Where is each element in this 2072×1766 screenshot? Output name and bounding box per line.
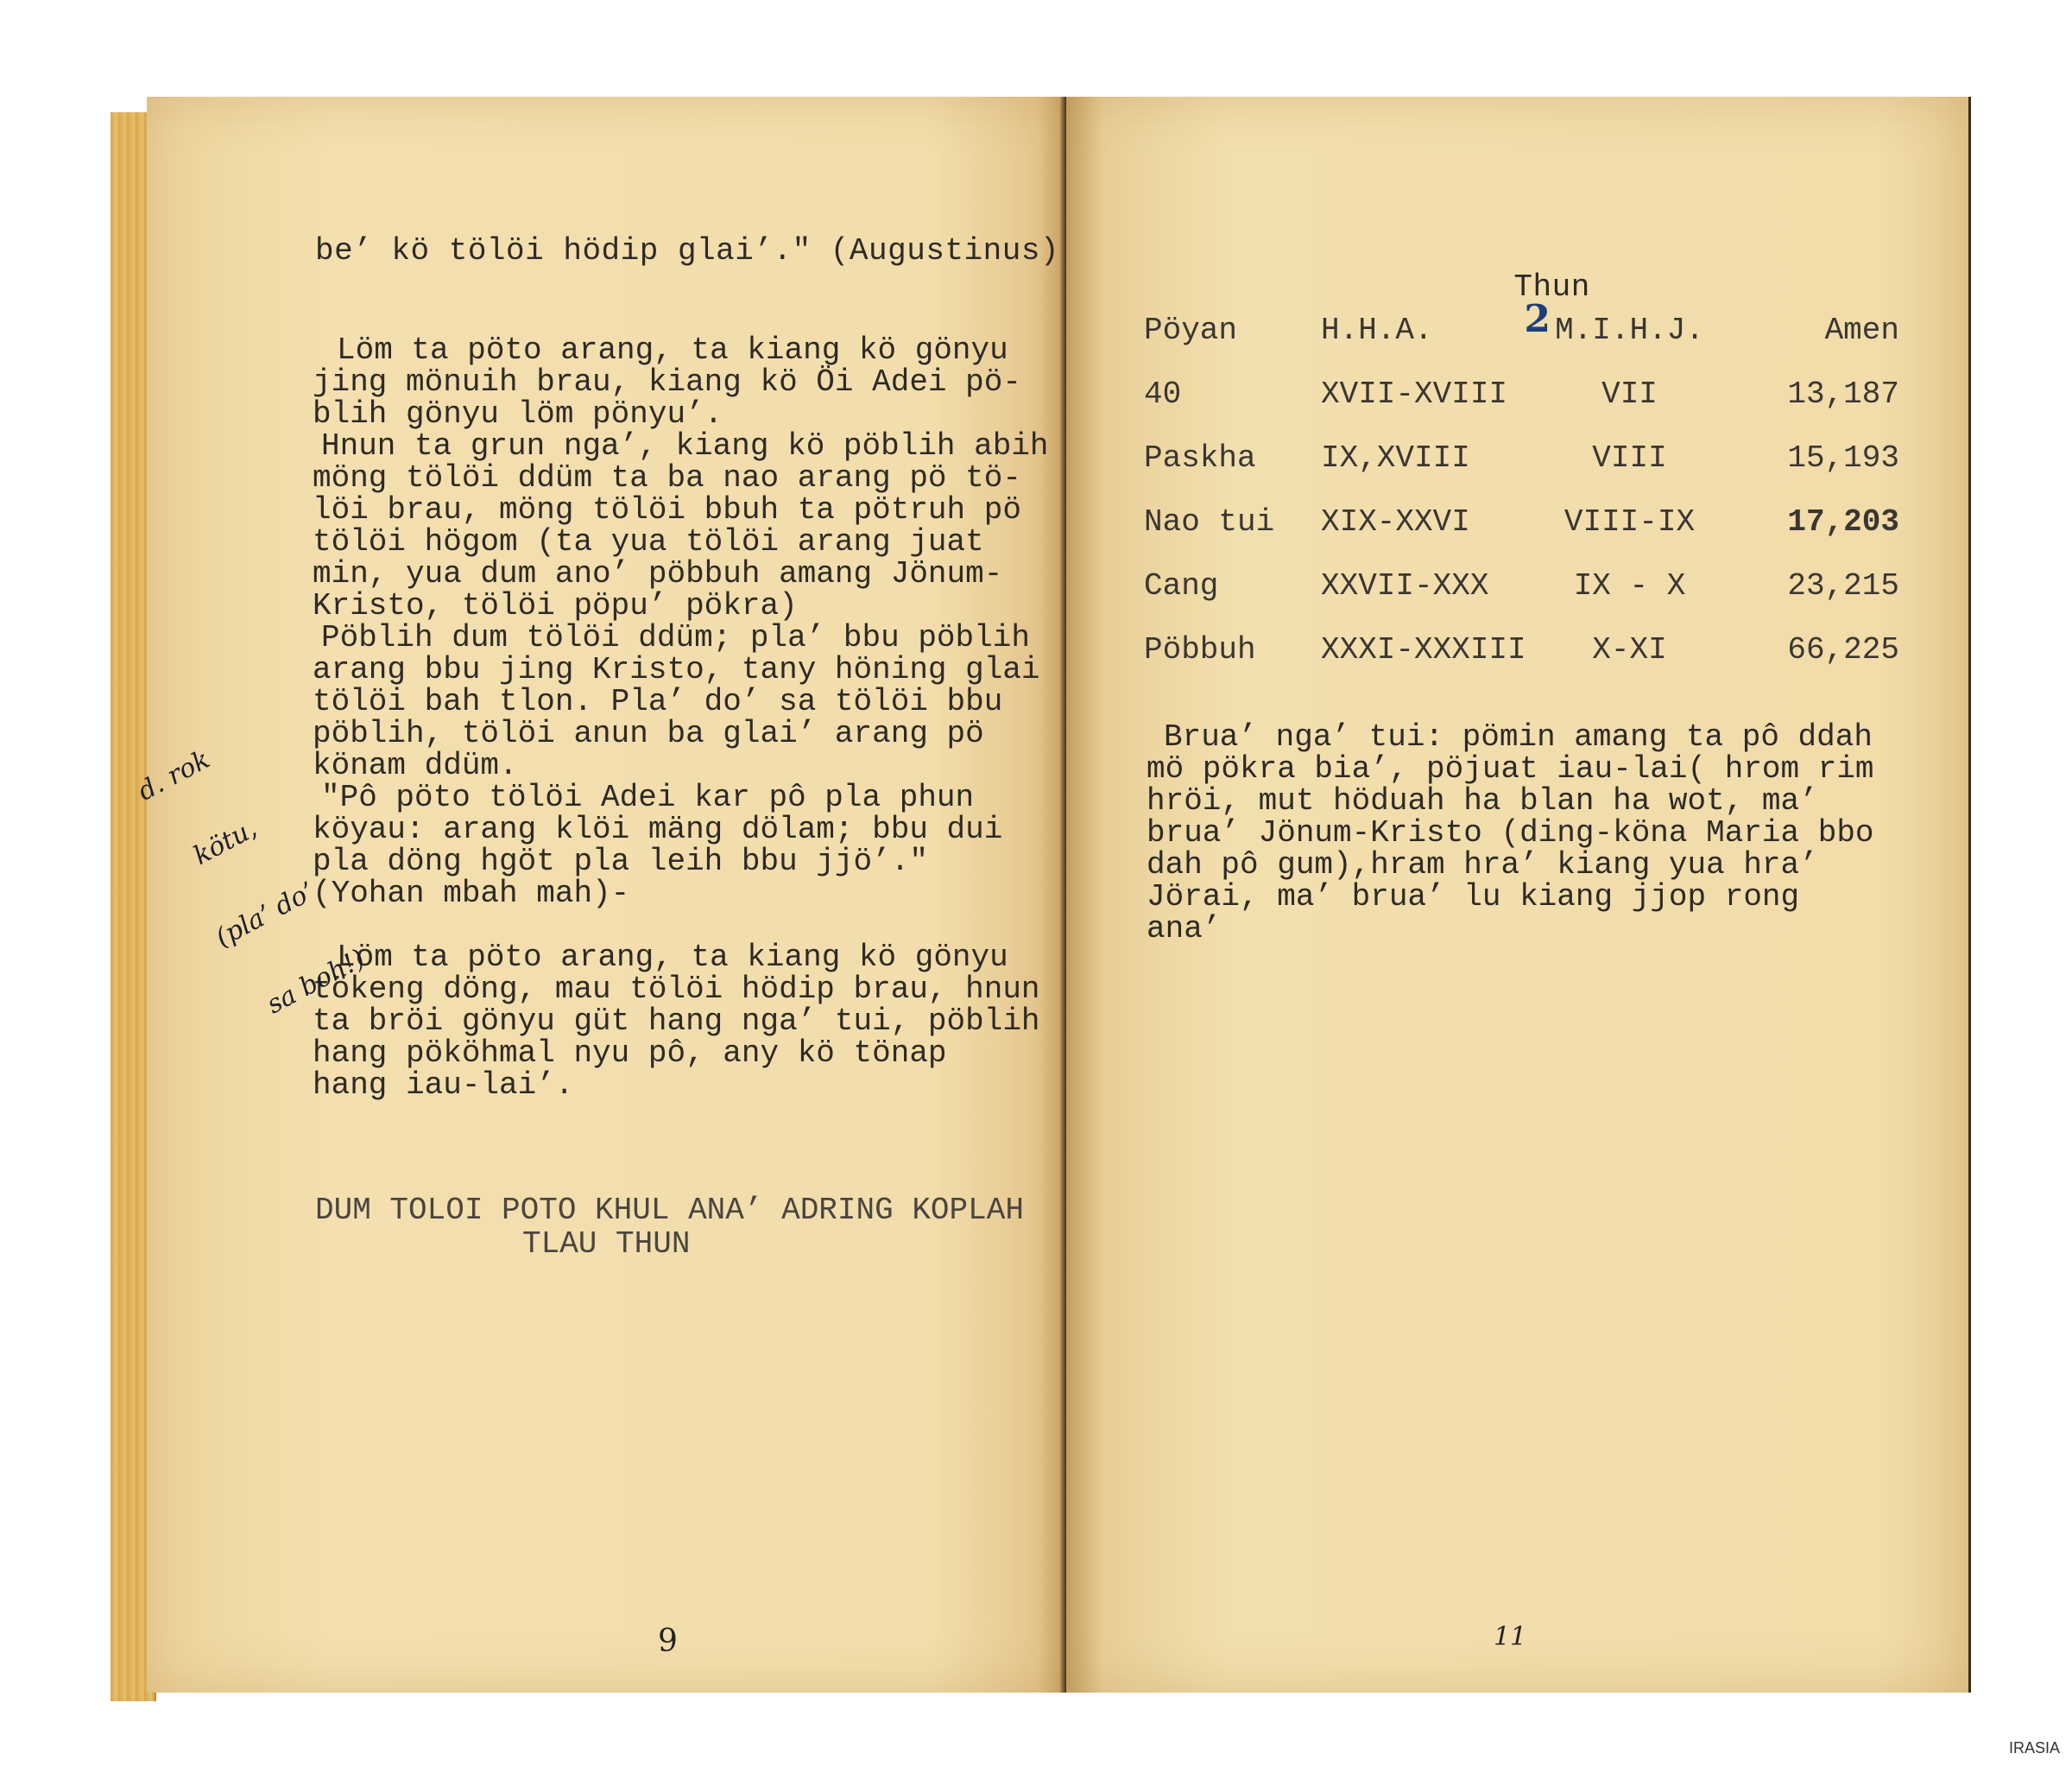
table-cell: XIX-XXVI <box>1321 503 1470 540</box>
table-cell: 23,215 <box>1787 567 1899 604</box>
table-cell-corrected: 17,203 <box>1787 503 1899 540</box>
header-cell: Amen <box>1824 312 1899 348</box>
text-line: jing mönuih brau, kiang kö Öi Adei pö- <box>313 364 1021 400</box>
text-line: "Pô pöto tölöi Adei kar pô pla phun <box>321 780 975 815</box>
text-line: könam ddüm. <box>313 748 518 783</box>
text-line: ta bröi gönyu güt hang nga’ tui, pöblih <box>313 1003 1040 1039</box>
title-number-handwritten: 2 <box>1524 297 1551 341</box>
text-line: Brua’ nga’ tui: pömin amang ta pô ddah <box>1164 719 1873 755</box>
header-cell: M.I.H.J. <box>1555 312 1704 348</box>
table-cell: Cang <box>1144 567 1219 604</box>
text-line: tökeng döng, mau tölöi hödip brau, hnun <box>313 972 1040 1007</box>
text-line: tölöi bah tlon. Pla’ do’ sa tölöi bbu <box>313 684 1003 719</box>
text-line: (Yohan mbah mah)- <box>313 876 630 911</box>
watermark: IRASIA <box>2008 1739 2060 1757</box>
heading-line: DUM TOLOI POTO KHUL ANA’ ADRING KOPLAH <box>315 1193 1024 1228</box>
table-cell: Nao tui <box>1144 503 1275 540</box>
table-row <box>1144 490 1899 554</box>
opening-line: be’ kö tölöi hödip glai’." (Augustinus) <box>315 233 1060 269</box>
text-line: hröi, mut höduah ha blan ha wot, ma’ <box>1147 783 1818 819</box>
page-number-left: 9 <box>658 1624 678 1659</box>
table-cell: X-XI <box>1592 631 1667 668</box>
table-row <box>1144 426 1899 490</box>
text-line: arang bbu jing Kristo, tany höning glai <box>313 652 1040 687</box>
table-header-row <box>1144 298 1899 362</box>
header-cell: H.H.A. <box>1321 312 1433 348</box>
text-line: möng tölöi ddüm ta ba nao arang pö tö- <box>313 460 1021 496</box>
table-cell: Pöbbuh <box>1144 631 1256 668</box>
text-line: min, yua dum ano’ pöbbuh amang Jönum- <box>313 556 1003 592</box>
note-line: d. rok <box>133 744 215 807</box>
title-text: Thun <box>1513 269 1590 305</box>
table-cell: VII <box>1601 376 1658 412</box>
table-cell: XXVII-XXX <box>1321 567 1489 604</box>
note-line: kötu, <box>188 813 262 871</box>
table-cell: 15,193 <box>1787 440 1899 476</box>
text-line: Jörai, ma’ brua’ lu kiang jjop rong <box>1147 879 1800 915</box>
table-cell: IX - X <box>1573 567 1686 604</box>
text-line: mö pökra bia’, pöjuat iau-lai( hrom rim <box>1147 751 1874 787</box>
text-line: dah pô gum),hram hra’ kiang yua hra’ <box>1147 847 1818 883</box>
text-line: pöblih, tölöi anun ba glai’ arang pö <box>313 716 984 751</box>
text-line: tölöi högom (ta yua tölöi arang juat <box>313 524 984 560</box>
table-cell: 13,187 <box>1787 376 1899 412</box>
page-number-right: 11 <box>1494 1622 1527 1652</box>
table-cell: Paskha <box>1144 440 1256 476</box>
note-line: sa boh!) <box>262 943 370 1021</box>
text-line: blih gönyu löm pönyu’. <box>313 396 723 432</box>
table-cell: VIII-IX <box>1563 503 1696 540</box>
header-cell: Pöyan <box>1144 312 1238 348</box>
text-line: Hnun ta grun nga’, kiang kö pöblih abih <box>321 428 1049 464</box>
note-line: (pla’ do’ <box>211 876 320 954</box>
text-line: Löm ta pöto arang, ta kiang kö gönyu <box>337 940 1008 975</box>
text-line: brua’ Jönum-Kristo (ding-köna Maria bbo <box>1147 815 1874 851</box>
table-cell: 40 <box>1144 376 1182 412</box>
table-cell: VIII <box>1592 440 1667 476</box>
heading-line: TLAU THUN <box>522 1226 691 1262</box>
text-line: pla döng hgöt pla leih bbu jjö’." <box>313 844 928 879</box>
text-line: hang pököhmal nyu pô, any kö tönap <box>313 1035 947 1071</box>
text-line: köyau: arang klöi mäng dölam; bbu dui <box>313 812 1003 847</box>
table-cell: IX,XVIII <box>1321 440 1470 476</box>
text-line: löi brau, möng tölöi bbuh ta pötruh pö <box>313 492 1021 528</box>
text-line: Kristo, tölöi pöpu’ pökra) <box>313 588 798 623</box>
text-line: Löm ta pöto arang, ta kiang kö gönyu <box>337 332 1008 368</box>
table-row <box>1144 362 1899 426</box>
table-cell: 66,225 <box>1787 631 1899 668</box>
table-cell: XXXI-XXXIII <box>1321 631 1526 668</box>
table-row <box>1144 554 1899 617</box>
table-row <box>1144 617 1899 681</box>
table-cell: XVII-XVIII <box>1321 376 1508 412</box>
schedule-table <box>1144 298 1899 681</box>
text-line: Pöblih dum tölöi ddüm; pla’ bbu pöblih <box>321 620 1030 655</box>
text-line: ana’ <box>1147 911 1222 946</box>
text-line: hang iau-lai’. <box>313 1067 574 1103</box>
